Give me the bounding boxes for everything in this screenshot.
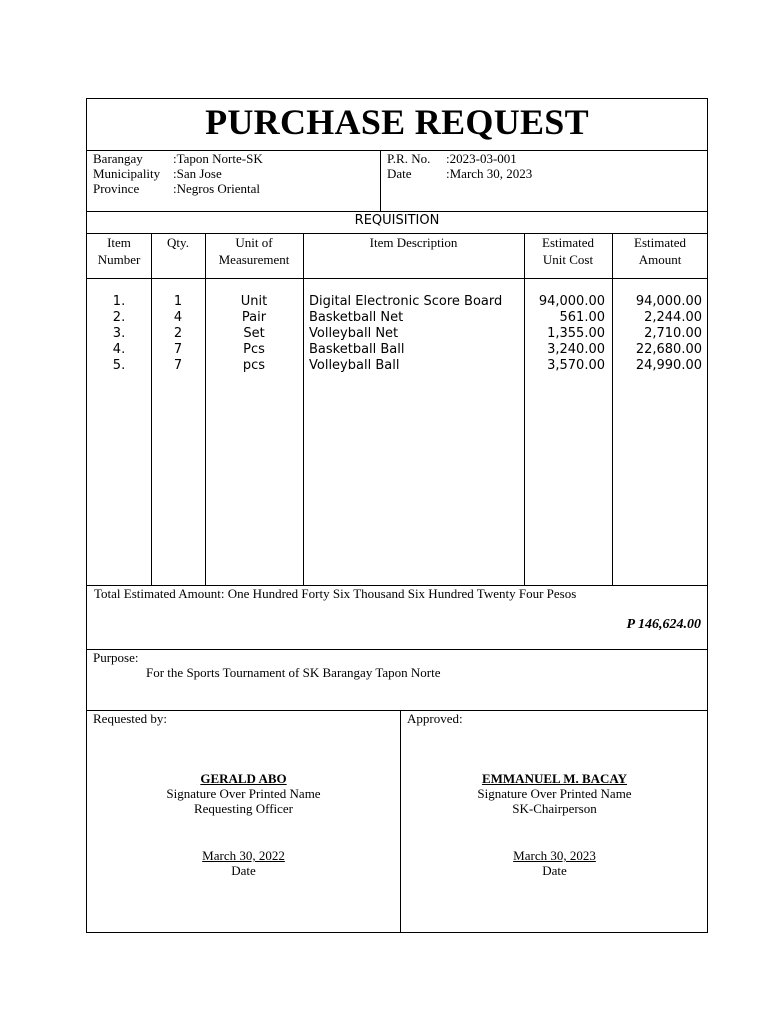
approved-date-label: Date bbox=[542, 863, 567, 878]
item-amount: 2,710.00 bbox=[644, 326, 702, 341]
unit-column bbox=[205, 294, 303, 374]
item-description: Basketball Ball bbox=[309, 342, 405, 357]
rule-header bbox=[87, 211, 707, 212]
pr-no-label: P.R. No. bbox=[387, 151, 431, 166]
col-header-amount bbox=[612, 234, 708, 268]
col-header-unit bbox=[205, 234, 303, 268]
item-unit-cost: 561.00 bbox=[559, 310, 605, 325]
item-unit: Pair bbox=[241, 310, 267, 325]
col-header-item-number bbox=[87, 234, 151, 268]
col-divider bbox=[612, 233, 613, 585]
province-value: :Negros Oriental bbox=[173, 181, 261, 196]
header-divider bbox=[380, 150, 381, 211]
date-value: :March 30, 2023 bbox=[446, 166, 533, 181]
requested-date: March 30, 2022 bbox=[202, 848, 285, 863]
municipality-value: :San Jose bbox=[173, 166, 222, 181]
purpose-text: For the Sports Tournament of SK Barangay Tapon Norte bbox=[146, 665, 441, 680]
col-header-line: Number bbox=[97, 252, 141, 267]
col-header-line: Estimated bbox=[542, 235, 594, 250]
requested-by-signature bbox=[87, 771, 400, 816]
total-amount-words: Total Estimated Amount: One Hundred Forty Six Thousand Six Hundred Twenty Four Pesos bbox=[94, 586, 577, 601]
approved-label: Approved: bbox=[407, 711, 463, 726]
item-unit-cost: 3,570.00 bbox=[547, 358, 605, 373]
item-number: 4. bbox=[112, 342, 126, 357]
rule-column-header bbox=[87, 278, 707, 279]
col-header-qty bbox=[151, 234, 205, 251]
amount-column bbox=[612, 294, 702, 374]
item-number-column bbox=[87, 294, 151, 374]
item-qty: 4 bbox=[173, 310, 183, 325]
unit-cost-column bbox=[524, 294, 605, 374]
item-number: 1. bbox=[112, 294, 126, 309]
item-unit-cost: 1,355.00 bbox=[547, 326, 605, 341]
item-description: Basketball Net bbox=[309, 310, 404, 325]
requested-date-label: Date bbox=[231, 863, 256, 878]
col-header-line: Amount bbox=[638, 252, 682, 267]
barangay-value: :Tapon Norte-SK bbox=[173, 151, 263, 166]
item-qty: 7 bbox=[173, 342, 183, 357]
qty-column bbox=[151, 294, 205, 374]
approved-date-block bbox=[400, 848, 709, 878]
item-unit: Set bbox=[243, 326, 265, 341]
col-header-line: Measurement bbox=[218, 252, 290, 267]
approved-date: March 30, 2023 bbox=[513, 848, 596, 863]
item-description: Volleyball Net bbox=[309, 326, 399, 341]
signature-caption: Signature Over Printed Name bbox=[477, 786, 632, 801]
rule-purpose-end bbox=[87, 710, 707, 711]
approved-signature bbox=[400, 771, 709, 816]
col-header-line: Unit of bbox=[235, 235, 273, 250]
col-header-line: Estimated bbox=[634, 235, 686, 250]
signature-divider bbox=[400, 710, 401, 932]
barangay-label: Barangay bbox=[93, 151, 143, 166]
item-number: 3. bbox=[112, 326, 126, 341]
col-divider bbox=[205, 233, 206, 585]
item-number: 5. bbox=[112, 358, 126, 373]
pr-no-value: :2023-03-001 bbox=[446, 151, 517, 166]
approver-title: SK-Chairperson bbox=[512, 801, 597, 816]
col-header-line: Item bbox=[107, 235, 131, 250]
total-amount-value: P 146,624.00 bbox=[626, 617, 701, 632]
item-unit: Unit bbox=[240, 294, 268, 309]
col-header-line: Unit Cost bbox=[542, 252, 594, 267]
item-amount: 24,990.00 bbox=[635, 358, 702, 373]
requested-date-block bbox=[87, 848, 400, 878]
col-header-unit-cost bbox=[524, 234, 612, 268]
col-divider bbox=[303, 233, 304, 585]
item-qty: 7 bbox=[173, 358, 183, 373]
form-title: PURCHASE REQUEST bbox=[205, 102, 589, 142]
requester-name: GERALD ABO bbox=[200, 771, 287, 786]
col-header-line: Qty. bbox=[167, 235, 189, 250]
item-number: 2. bbox=[112, 310, 126, 325]
description-column bbox=[309, 294, 523, 374]
item-qty: 1 bbox=[173, 294, 183, 309]
item-amount: 22,680.00 bbox=[635, 342, 702, 357]
col-header-description bbox=[303, 234, 524, 251]
municipality-label: Municipality bbox=[93, 166, 161, 181]
province-label: Province bbox=[93, 181, 140, 196]
item-qty: 2 bbox=[173, 326, 183, 341]
col-header-line: Item Description bbox=[369, 235, 458, 250]
rule-total-end bbox=[87, 649, 707, 650]
purpose-label: Purpose: bbox=[93, 650, 139, 665]
item-description: Volleyball Ball bbox=[309, 358, 400, 373]
item-amount: 2,244.00 bbox=[644, 310, 702, 325]
item-unit-cost: 94,000.00 bbox=[538, 294, 605, 309]
item-unit: Pcs bbox=[243, 342, 265, 357]
approver-name: EMMANUEL M. BACAY bbox=[481, 771, 628, 786]
requester-title: Requesting Officer bbox=[193, 801, 294, 816]
item-unit: pcs bbox=[242, 358, 266, 373]
item-description: Digital Electronic Score Board bbox=[309, 294, 503, 309]
col-divider bbox=[524, 233, 525, 585]
date-label: Date bbox=[387, 166, 412, 181]
item-unit-cost: 3,240.00 bbox=[547, 342, 605, 357]
purchase-request-form bbox=[86, 98, 708, 933]
col-divider bbox=[151, 233, 152, 585]
requisition-heading: REQUISITION bbox=[354, 213, 440, 228]
signature-caption: Signature Over Printed Name bbox=[166, 786, 321, 801]
item-amount: 94,000.00 bbox=[635, 294, 702, 309]
requested-by-label: Requested by: bbox=[93, 711, 168, 726]
